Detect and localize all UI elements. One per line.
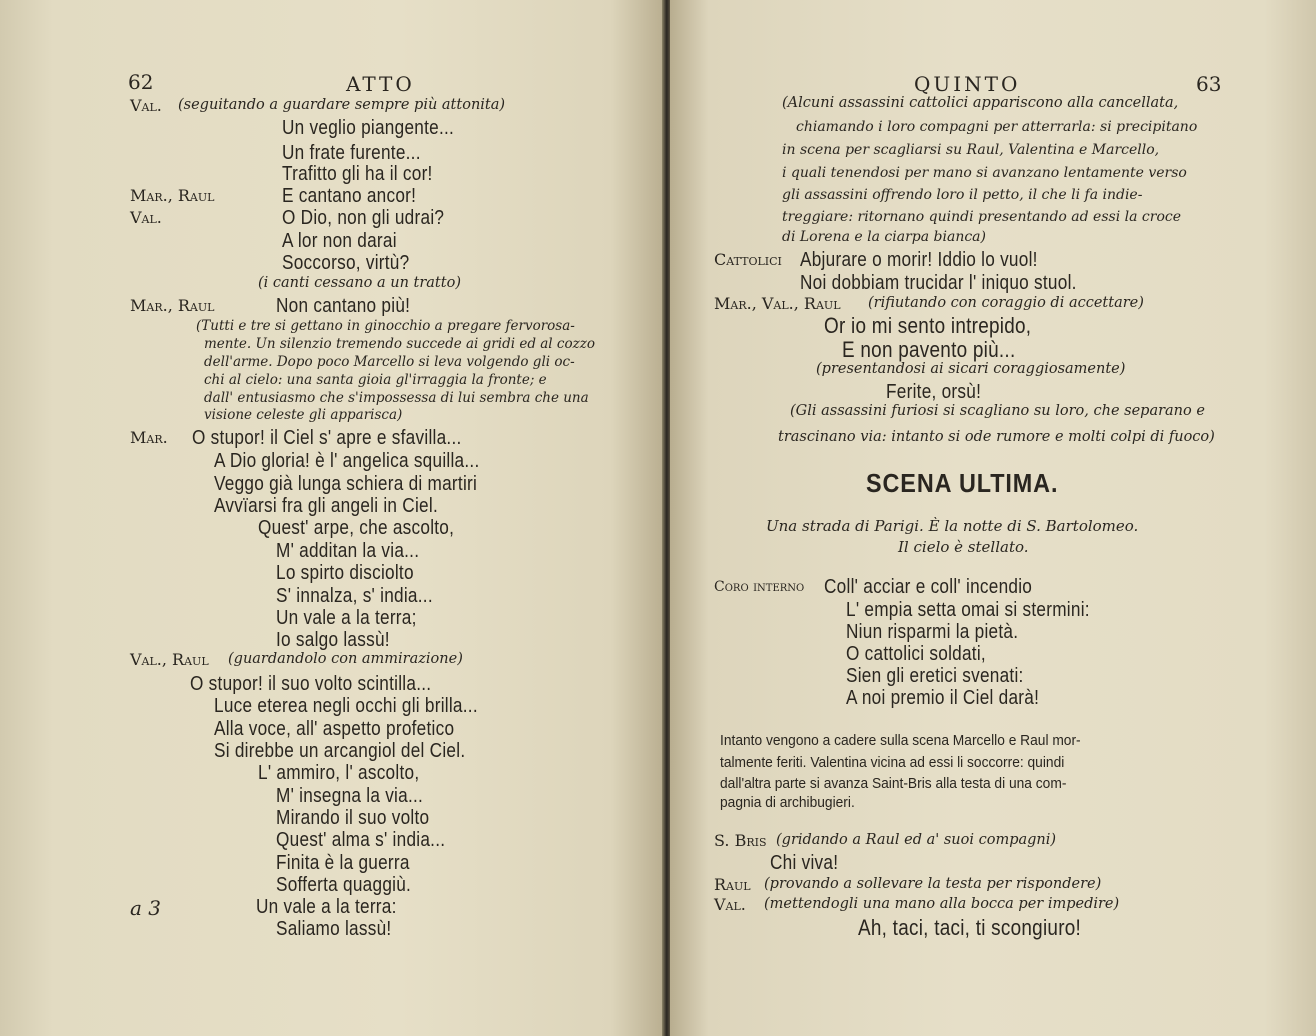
narration-line: pagnia di archibugieri. [720,795,855,811]
verse-line: E non pavento più... [842,337,1016,362]
speaker: Mar., Raul [130,296,215,315]
verse-line: A lor non darai [282,230,397,252]
speaker: Val. [714,895,746,914]
stage-direction: mente. Un silenzio tremendo succede ai gridi ed al cozzo [204,336,595,352]
running-head: ATTO [346,72,415,96]
verse-line: Mirando il suo volto [276,807,430,829]
stage-direction: treggiare: ritornano quindi presentando ad essi la croce [782,209,1181,225]
narration-line: dall'altra parte si avanza Saint-Bris alla testa di una com- [720,776,1067,792]
verse-line: Avvïarsi fra gli angeli in Ciel. [214,495,438,517]
stage-direction: (presentandosi ai sicari coraggiosamente) [816,361,1126,377]
verse-line: O stupor! il suo volto scintilla... [190,673,432,695]
stage-direction: i quali tenendosi per mano si avanzano lentamente verso [782,165,1187,181]
speaker: Val. [130,96,162,115]
verse-line: Sien gli eretici svenati: [846,665,1024,687]
speaker: Mar., Raul [130,186,215,205]
scene-title: SCENA ULTIMA. [866,468,1059,498]
verse-line: E cantano ancor! [282,185,417,207]
verse-line: Ferite, orsù! [886,381,982,403]
verse-line: Or io mi sento intrepido, [824,313,1032,338]
verse-line: Sofferta quaggiù. [276,874,412,896]
narration-line: Intanto vengono a cadere sulla scena Marcello e Raul mor- [720,733,1081,749]
speaker: Val., Raul [130,650,209,669]
running-head: QUINTO [914,72,1021,96]
stage-direction: (Alcuni assassini cattolici appariscono alla cancellata, [782,95,1179,111]
speaker: a 3 [130,896,162,920]
verse-line: Si direbbe un arcangiol del Ciel. [214,740,466,762]
verse-line: Ah, taci, taci, ti scongiuro! [858,915,1082,940]
speaker: S. Bris [714,831,767,850]
stage-direction: dell'arme. Dopo poco Marcello si leva volgendo gli oc- [204,354,575,370]
stage-direction: gli assassini offrendo loro il petto, il che li fa indie- [782,187,1143,203]
stage-direction: (mettendogli una mano alla bocca per impedire) [764,896,1120,912]
verse-line: Soccorso, virtù? [282,252,410,274]
stage-direction: (provando a sollevare la testa per rispondere) [764,876,1102,892]
speaker: Raul [714,875,751,894]
stage-direction: chiamando i loro compagni per atterrarla: si precipitano [796,119,1198,135]
stage-direction: visione celeste gli apparisca) [204,407,403,423]
verse-line: O Dio, non gli udrai? [282,207,445,229]
verse-line: Alla voce, all' aspetto profetico [214,718,455,740]
verse-line: Quest' arpe, che ascolto, [258,517,455,539]
verse-line: S' innalza, s' india... [276,585,433,607]
stage-direction: in scena per scagliarsi su Raul, Valentina e Marcello, [782,142,1160,158]
verse-line: Un vale a la terra: [256,896,397,918]
verse-line: Saliamo lassù! [276,918,392,940]
verse-line: Un veglio piangente... [282,117,455,139]
verse-line: A Dio gloria! è l' angelica squilla... [214,450,480,472]
verse-line: Un frate furente... [282,142,421,164]
stage-direction: dall' entusiasmo che s'impossessa di lui sembra che una [204,390,589,406]
verse-line: Finita è la guerra [276,852,410,874]
verse-line: Coll' acciar e coll' incendio [824,576,1033,598]
speaker: Mar. [130,428,168,447]
verse-line: Chi viva! [770,852,839,874]
verse-line: Trafitto gli ha il cor! [282,163,433,185]
verse-line: M' insegna la via... [276,785,424,807]
stage-direction: (Tutti e tre si gettano in ginocchio a pregare fervorosa- [196,318,575,334]
speaker: Coro interno [714,579,805,595]
stage-direction: (seguitando a guardare sempre più attonita) [178,97,506,113]
verse-line: Luce eterea negli occhi gli brilla... [214,695,478,717]
stage-direction: (Gli assassini furiosi si scagliano su loro, che separano e [790,403,1205,419]
verse-line: L' empia setta omai si stermini: [846,599,1090,621]
stage-direction: (rifiutando con coraggio di accettare) [868,295,1144,311]
verse-line: Noi dobbiam trucidar l' iniquo stuol. [800,272,1077,294]
scene-setting: Una strada di Parigi. È la notte di S. Bartolomeo. [766,517,1139,535]
verse-line: Io salgo lassù! [276,629,390,651]
verse-line: Lo spirto disciolto [276,562,414,584]
scene-setting: Il cielo è stellato. [898,538,1029,556]
stage-direction: (gridando a Raul ed a' suoi compagni) [776,832,1057,848]
verse-line: M' additan la via... [276,540,420,562]
stage-direction: (i canti cessano a un tratto) [258,275,461,291]
narration-line: talmente feriti. Valentina vicina ad essi li soccorre: quindi [720,755,1065,771]
speaker: Cattolici [714,250,782,269]
stage-direction: di Lorena e la ciarpa bianca) [782,229,986,245]
speaker: Mar., Val., Raul [714,294,841,313]
verse-line: Niun risparmi la pietà. [846,621,1019,643]
verse-line: Abjurare o morir! Iddio lo vuol! [800,249,1038,271]
right-page [670,0,1316,1036]
stage-direction: (guardandolo con ammirazione) [228,651,463,667]
verse-line: Quest' alma s' india... [276,829,446,851]
page-number: 63 [1196,72,1222,96]
verse-line: Un vale a la terra; [276,607,417,629]
verse-line: Veggo già lunga schiera di martiri [214,473,478,495]
verse-line: Non cantano più! [276,295,411,317]
verse-line: A noi premio il Ciel darà! [846,687,1040,709]
verse-line: O cattolici soldati, [846,643,986,665]
verse-line: L' ammiro, l' ascolto, [258,762,420,784]
stage-direction: trascinano via: intanto si ode rumore e molti colpi di fuoco) [778,429,1215,445]
speaker: Val. [130,208,162,227]
page-number: 62 [128,70,154,94]
stage-direction: chi al cielo: una santa gioia gl'irraggia la fronte; e [204,372,547,388]
verse-line: O stupor! il Ciel s' apre e sfavilla... [192,427,462,449]
